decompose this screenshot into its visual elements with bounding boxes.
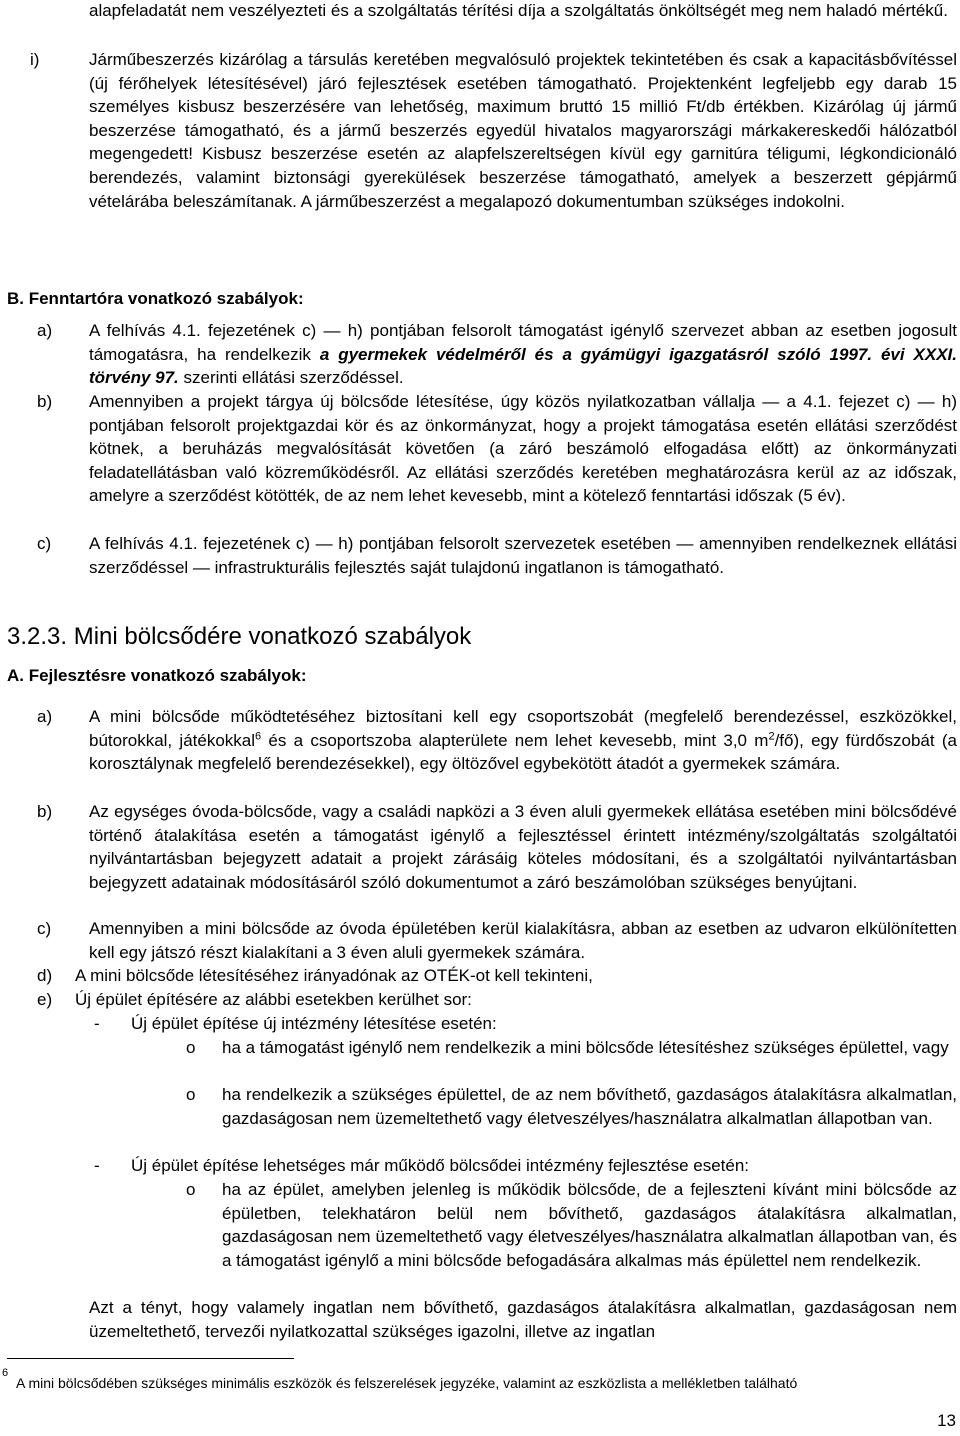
m-item-a-label: a) xyxy=(37,707,53,726)
b-item-b-label: b) xyxy=(37,392,53,411)
m-item-a-text: A mini bölcsőde működtetéséhez biztosítani kell egy csoportszobát (megfelelő berendezéssel, eszközökkel, bútorokkal, játékokkal$^6$ és a csoportszoba alapterülete nem lehet kevesebb, mint 3,0 $m^2/fő$), egy fürdőszobát (a korosztálynak megfelelő berendezésekkel), egy öltözővel egybekötött átadót a gyermekek számára. xyxy=(89,707,957,774)
m-item-b-text: Az egységes óvoda-bölcsőde, vagy a családi napközi a 3 éven aluli gyermekek ellátása esetében mini bölcsődévé történő átalakítása esetén a támogatást igénylő a fejlesztéssel érintett intézmény/szolgáltatás szolgáltatói nyilvántartásban bejegyzett adatait a projekt zárásáig köteles módosítani, és a szolgáltatói nyilvántartásban bejegyzett adatainak módosításáról szóló dokumentumot a záró beszámolóban szükséges benyújtani. xyxy=(89,802,957,892)
b-item-c-label: c) xyxy=(37,534,52,553)
dash-bullet: - xyxy=(94,1156,100,1175)
b-item-c-text: A felhívás 4.1. fejezetének c) ― h) pontjában felsorolt szervezetek esetében ― amennyiben rendelkeznek ellátási szerződéssel ― infrastrukturális fejlesztés saját tulajdonú ingatlanon is támogatható. xyxy=(89,534,957,577)
section-title: 3.2.3. Mini bölcsődére vonatkozó szabályok xyxy=(7,623,472,650)
section-b-heading: B. Fenntartóra vonatkozó szabályok: xyxy=(7,289,304,308)
m-item-d-label: d) xyxy=(37,966,53,985)
sub-item-o2: ha rendelkezik a szükséges épülettel, de az nem bővíthető, gazdaságos átalakításra alkalmatlan, gazdaságosan nem üzemeltethető vagy életveszélyes/használatra alkalmatlan állapotban van. xyxy=(222,1085,957,1128)
page-number: 13 xyxy=(937,1411,956,1430)
m-item-d-text: A mini bölcsőde létesítéséhez irányadónak az OTÉK-ot kell tekinteni, xyxy=(75,966,593,985)
item-label-i: i) xyxy=(30,50,40,69)
m-item-b-label: b) xyxy=(37,802,53,821)
o-bullet: o xyxy=(186,1180,196,1199)
dash-bullet: - xyxy=(94,1014,100,1033)
continuation-paragraph: alapfeladatát nem veszélyezteti és a szolgáltatás térítési díja a szolgáltatás önköltségét meg nem haladó mértékű. xyxy=(89,1,948,20)
item-i-text: Járműbeszerzés kizárólag a társulás keretében megvalósuló projektek tekintetében és csak a kapacitásbővítéssel (új férőhelyek létesítésével) járó fejlesztések esetében támogatható. Projektenként legfeljebb egy darab 15 személyes kisbusz beszerzésére van lehetőség, maximum bruttó 15 millió Ft/db értékben. Kizárólag új jármű beszerzése támogatható, és a jármű beszerzés egyedül hivatalos magyarországi márkakereskedői hálózatból megengedett! Kisbusz beszerzése esetén az alapfelszereltségen kívül egy garnitúra téligumi, légkondicionáló berendezés, valamint biztonsági gyereküIések beszerzése támogatható, amelyek a beszerzett gépjármű vételárába beleszámítanak. A járműbeszerzést a megalapozó dokumentumban szükséges indokolni. xyxy=(89,50,957,211)
dash-item-2: Új épület építése lehetséges már működő bölcsődei intézmény fejlesztése esetén: xyxy=(131,1156,750,1175)
footnote-ref: 6 xyxy=(255,729,262,742)
b-item-a-label: a) xyxy=(37,321,53,340)
dash-item-1: Új épület építése új intézmény létesítése esetén: xyxy=(131,1014,497,1033)
b-item-b-text: Amennyiben a projekt tárgya új bölcsőde létesítése, úgy közös nyilatkozatban vállalja ― a 4.1. fejezet c) ― h) pontjában felsorolt projektgazdai kör és az önkormányzat, hogy a projekt támogatása esetén ellátási szerződést kötnek, a beruházás megvalósítását követően (a záró beszámoló elfogadása előtt) az önkormányzati feladatellátásban való közreműködésről. Az ellátási szerződés keretében meghatározásra kerül az az időszak, amelyre a szerződést kötötték, de az nem lehet kevesebb, mint a kötelező fenntartási időszak (5 év). xyxy=(89,392,957,506)
o-bullet: o xyxy=(186,1085,196,1104)
m-item-e-label: e) xyxy=(37,990,53,1009)
footnote-text: A mini bölcsődében szükséges minimális eszközök és felszerelések jegyzéke, valamint az eszközlista a mellékletben található xyxy=(16,1375,798,1391)
footnote-divider xyxy=(7,1358,294,1359)
m-item-e-text: Új épület építésére az alábbi esetekben kerülhet sor: xyxy=(75,990,472,1009)
sub-item-o3: ha az épület, amelyben jelenleg is működik bölcsőde, de a fejleszteni kívánt mini bölcsőde az épületben, telekhatáron belül nem bővíthető, gazdaságos átalakításra alkalmatlan, gazdaságosan nem üzemeltethető vagy életveszélyes/használatra alkalmatlan állapotban van, és a támogatást igénylő a mini bölcsőde befogadására alkalmas más épülettel nem rendelkezik. xyxy=(222,1180,957,1270)
superscript-2: 2 xyxy=(768,729,775,742)
b-item-a-text: A felhívás 4.1. fejezetének c) ― h) pontjában felsorolt támogatást igénylő szervezet abban az esetben jogosult támogatásra, ha rendelkezik a gyermekek védelméről és a gyámügyi igazgatásról szóló 1997. évi XXXI. törvény 97. szerinti ellátási szerződéssel. xyxy=(89,321,957,388)
footnote-number: 6 xyxy=(2,1367,9,1379)
m-item-c-label: c) xyxy=(37,919,52,938)
sub-item-o1: ha a támogatást igénylő nem rendelkezik a mini bölcsőde létesítéshez szükséges épülettel, vagy xyxy=(222,1038,949,1057)
m-item-c-text: Amennyiben a mini bölcsőde az óvoda épületében kerül kialakításra, abban az esetben az udvaron elkülönítetten kell egy játszó részt kialakítani a 3 éven aluli gyermekek számára. xyxy=(89,919,957,962)
tail-paragraph: Azt a tényt, hogy valamely ingatlan nem bővíthető, gazdaságos átalakításra alkalmatlan, gazdaságosan nem üzemeltethető, tervezői nyilatkozattal szükséges igazolni, illetve az ingatlan xyxy=(89,1298,957,1341)
o-bullet: o xyxy=(186,1038,196,1057)
section-a-heading: A. Fejlesztésre vonatkozó szabályok: xyxy=(7,666,307,685)
